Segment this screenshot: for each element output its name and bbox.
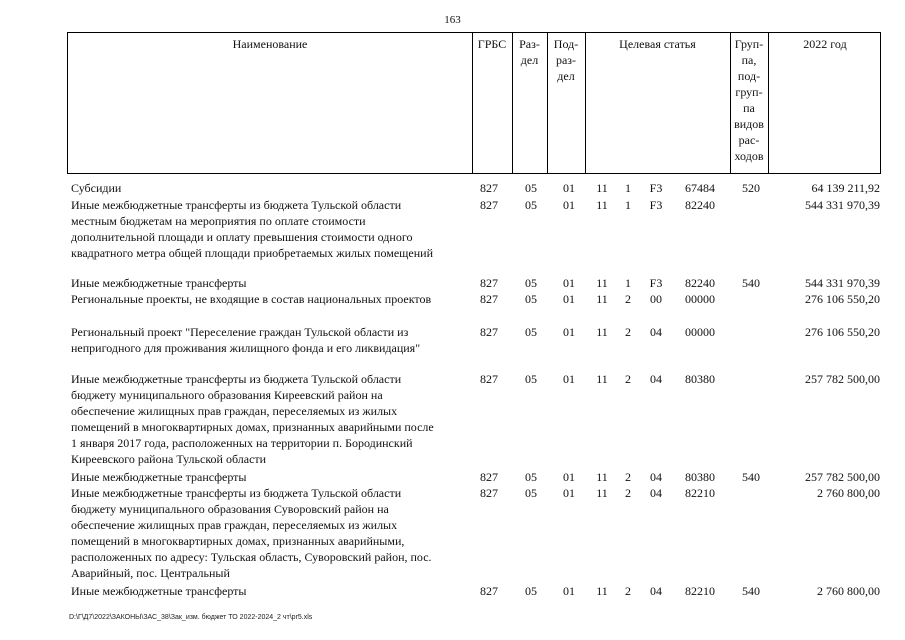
row-name-line: Киреевского района Тульской области [71,452,267,466]
row-group: 540 [742,584,760,598]
header-name: Наименование [232,37,308,51]
row-amount: 64 139 211,92 [811,181,880,195]
row-grbs: 827 [480,372,498,386]
row-name-line: Иные межбюджетные трансферты [71,584,247,598]
row-name-line: бюджету муниципального образования Киреевский район на [71,388,383,402]
row-amount: 544 331 970,39 [805,198,880,212]
row-group: 540 [742,276,760,290]
row-name [71,485,471,581]
row-name-line: Иные межбюджетные трансферты из бюджета Тульской области [71,372,402,386]
row-group: 540 [742,470,760,484]
row-target-2: 2 [625,325,631,339]
row-target-3: 04 [650,325,662,339]
header-group-line: Груп- [734,37,764,51]
row-name [71,275,471,291]
row-target-3: 04 [650,584,662,598]
row-grbs: 827 [480,470,498,484]
row-target-1: 11 [596,584,608,598]
row-amount: 276 106 550,20 [805,292,880,306]
row-target-1: 11 [596,292,608,306]
header-razdel [512,36,547,68]
row-razdel: 05 [525,198,537,212]
row-target-1: 11 [596,486,608,500]
row-target-3: 04 [650,470,662,484]
row-razdel: 05 [525,486,537,500]
row-amount: 544 331 970,39 [805,276,880,290]
row-podrazdel: 01 [563,198,575,212]
header-expense-group [730,36,768,164]
row-name-line: 1 января 2017 года, расположенных на территории п. Бородинский [71,436,413,450]
row-target-1: 11 [596,181,608,195]
row-name [71,469,471,485]
header-group-line: под- [737,69,761,83]
row-target-3: F3 [649,276,663,290]
row-razdel: 05 [525,276,537,290]
header-grbs: ГРБС [477,37,507,51]
row-amount: 2 760 800,00 [817,584,880,598]
row-name [71,291,471,307]
row-grbs: 827 [480,325,498,339]
header-group-line: ходов [734,149,764,163]
header-podrazdel-line: дел [557,69,575,83]
row-razdel: 05 [525,584,537,598]
row-grbs: 827 [480,276,498,290]
row-amount: 2 760 800,00 [817,486,880,500]
header-target-article: Целевая статья [619,37,696,51]
header-razdel-line: Раз- [519,37,540,51]
row-target-1: 11 [596,198,608,212]
row-target-3: 04 [650,372,662,386]
row-name [71,324,471,356]
row-target-2: 1 [625,276,631,290]
row-target-4: 80380 [685,470,715,484]
header-group-line: рас- [738,133,760,147]
row-name-line: дополнительной площади и оплату превышения стоимости одного [71,230,413,244]
column-divider [768,33,769,173]
row-name-line: Иные межбюджетные трансферты [71,276,247,290]
row-target-4: 67484 [685,181,715,195]
row-razdel: 05 [525,372,537,386]
row-name-line: расположенных по адресу: Тульская область, Суворовский район, пос. [71,550,432,564]
header-group-line: па, [741,53,757,67]
row-grbs: 827 [480,181,498,195]
header-group-line: груп- [735,85,763,99]
row-name-line: Иные межбюджетные трансферты [71,470,247,484]
row-target-3: 04 [650,486,662,500]
row-name [71,371,471,467]
footer-file-path: D:\Г\Д7\2022\ЗАКОНЫ\ЗАС_38\Зак_изм. бюджет ТО 2022-2024_2 чт\pr5.xls [69,614,313,621]
row-target-4: 82210 [685,584,715,598]
header-year: 2022 год [803,37,847,51]
row-target-1: 11 [596,276,608,290]
row-razdel: 05 [525,470,537,484]
column-divider [472,33,473,173]
row-name-line: Аварийный, пос. Центральный [71,566,230,580]
header-podrazdel-line: Под- [553,37,579,51]
row-name [71,583,471,599]
row-name-line: бюджету муниципального образования Суворовский район на [71,502,389,516]
row-podrazdel: 01 [563,470,575,484]
row-grbs: 827 [480,292,498,306]
row-amount: 257 782 500,00 [805,372,880,386]
row-podrazdel: 01 [563,325,575,339]
row-target-2: 2 [625,292,631,306]
row-razdel: 05 [525,325,537,339]
row-target-4: 00000 [685,325,715,339]
row-name-line: Региональный проект "Переселение граждан Тульской области из [71,325,409,339]
row-podrazdel: 01 [563,584,575,598]
row-target-3: F3 [649,198,663,212]
column-divider [585,33,586,173]
row-target-2: 1 [625,198,631,212]
row-target-2: 2 [625,486,631,500]
row-name-line: Иные межбюджетные трансферты из бюджета Тульской области [71,198,402,212]
row-podrazdel: 01 [563,292,575,306]
header-podrazdel-line: раз- [555,53,577,67]
row-podrazdel: 01 [563,372,575,386]
row-target-1: 11 [596,470,608,484]
row-target-2: 2 [625,372,631,386]
row-name-line: обеспечение жилищных прав граждан, переселяемых из жилых [71,404,398,418]
row-target-3: F3 [649,181,663,195]
page-number: 163 [444,14,461,26]
row-target-4: 80380 [685,372,715,386]
row-name-line: помещений в многоквартирных домах, признанных аварийными, [71,534,405,548]
row-target-4: 00000 [685,292,715,306]
row-group: 520 [742,181,760,195]
row-name-line: помещений в многоквартирных домах, признанных аварийными после [71,420,434,434]
row-target-2: 1 [625,181,631,195]
row-target-3: 00 [650,292,662,306]
row-name-line: обеспечение жилищных прав граждан, переселяемых из жилых [71,518,398,532]
row-name-line: непригодного для проживания жилищного фонда и его ликвидация" [71,341,421,355]
row-name-line: Региональные проекты, не входящие в состав национальных проектов [71,292,432,306]
row-name-line: квадратного метра общей площади приобретаемых жилых помещений [71,246,433,260]
row-target-4: 82240 [685,276,715,290]
row-podrazdel: 01 [563,276,575,290]
row-target-4: 82210 [685,486,715,500]
row-grbs: 827 [480,584,498,598]
row-grbs: 827 [480,198,498,212]
row-razdel: 05 [525,181,537,195]
header-group-line: па [743,101,755,115]
row-target-1: 11 [596,372,608,386]
row-name-line: Субсидии [71,181,122,195]
row-target-2: 2 [625,470,631,484]
header-group-line: видов [734,117,764,131]
row-podrazdel: 01 [563,486,575,500]
row-amount: 257 782 500,00 [805,470,880,484]
row-name [71,180,471,196]
row-grbs: 827 [480,486,498,500]
row-target-2: 2 [625,584,631,598]
row-name-line: Иные межбюджетные трансферты из бюджета Тульской области [71,486,402,500]
row-target-1: 11 [596,325,608,339]
row-amount: 276 106 550,20 [805,325,880,339]
header-razdel-line: дел [520,53,539,67]
row-podrazdel: 01 [563,181,575,195]
row-razdel: 05 [525,292,537,306]
header-podrazdel [547,36,585,84]
row-name [71,197,471,261]
row-name-line: местным бюджетам на мероприятия по оплате стоимости [71,214,366,228]
table-header [67,32,881,174]
row-target-4: 82240 [685,198,715,212]
